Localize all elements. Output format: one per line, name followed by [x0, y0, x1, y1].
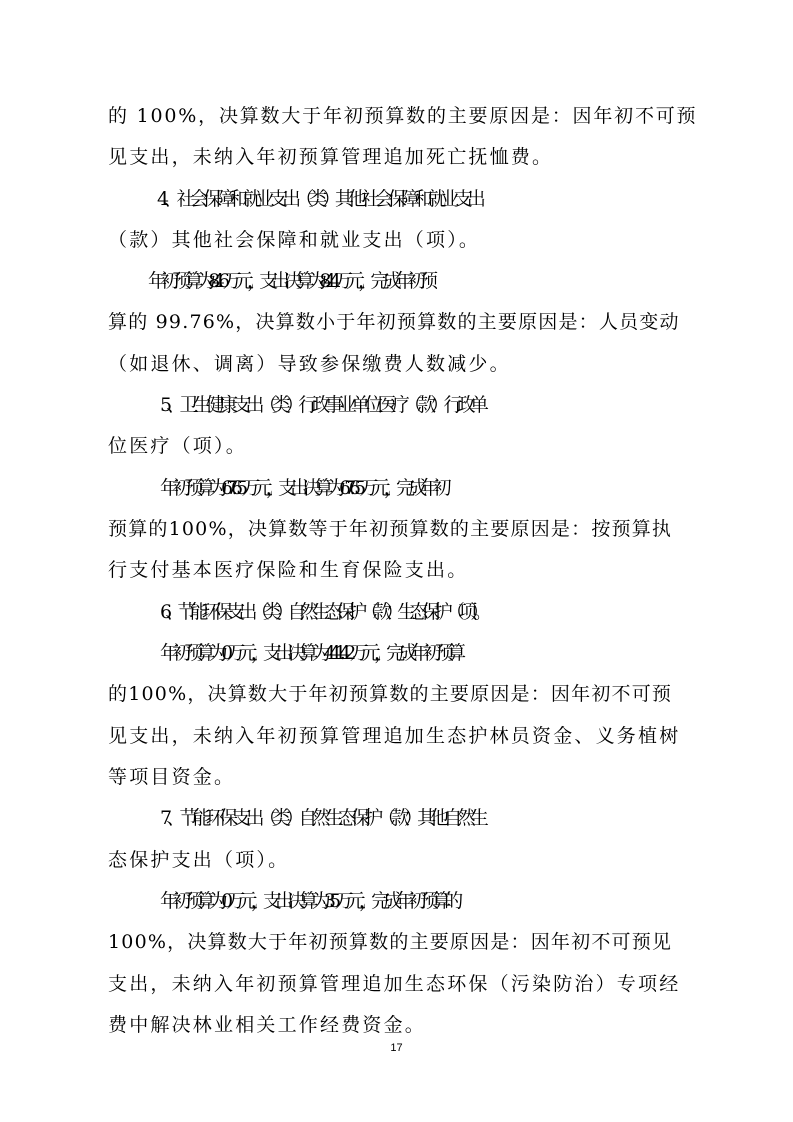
section-heading: 7、节能环保支出（类）自然生态保护（款）其他自然生: [160, 807, 484, 829]
text-line: 年初预算为67.65万元，支出决算为67.65万元，完成年初: [160, 477, 445, 499]
text-line: 费中解决林业相关工作经费资金。: [108, 1014, 427, 1036]
text-line: （如退休、调离）导致参保缴费人数减少。: [108, 353, 511, 375]
text-line: 预算的100%，决算数等于年初预算数的主要原因是：按预算执: [108, 518, 673, 540]
section-heading: 位医疗（项）。: [108, 435, 247, 457]
text-line: 100%，决算数大于年初预算数的主要原因是：因年初不可预见: [108, 931, 673, 953]
text-line: 支出，未纳入年初预算管理追加生态环保（污染防治）专项经: [108, 973, 681, 995]
text-line: 见支出，未纳入年初预算管理追加生态护林员资金、义务植树: [108, 725, 681, 747]
text-line: 等项目资金。: [108, 766, 236, 788]
text-line: 年初预算为 8.46 万元，支出决算为 8.44 万元，完成年初预: [148, 270, 432, 292]
section-heading: 态保护支出（项）。: [108, 849, 290, 871]
page-number: 17: [390, 1042, 403, 1054]
text-line: 年初预算为0万元，支出决算为441.42万元，完成年初预算: [160, 642, 460, 664]
section-heading: 4、社会保障和就业支出（类）其他社会保障和就业支出: [157, 188, 481, 210]
text-line: 见支出，未纳入年初预算管理追加死亡抚恤费。: [108, 146, 554, 168]
text-line: 算的 99.76%，决算数小于年初预算数的主要原因是：人员变动: [108, 311, 680, 333]
text-line: 行支付基本医疗保险和生育保险支出。: [108, 559, 469, 581]
section-heading: 6、节能环保支出（类）自然生态保护（款）生态保护（项）。: [160, 601, 486, 623]
text-line: 的 100%，决算数大于年初预算数的主要原因是：因年初不可预: [108, 105, 698, 127]
text-line: 年初预算为0万元，支出决算为35万元，完成年初预算的: [160, 890, 457, 912]
section-heading: 5、卫生健康支出（类）行政事业单位医疗（款）行政单: [160, 394, 484, 416]
section-heading: （款）其他社会保障和就业支出（项）。: [108, 229, 481, 251]
text-line: 的100%，决算数大于年初预算数的主要原因是：因年初不可预: [108, 683, 673, 705]
